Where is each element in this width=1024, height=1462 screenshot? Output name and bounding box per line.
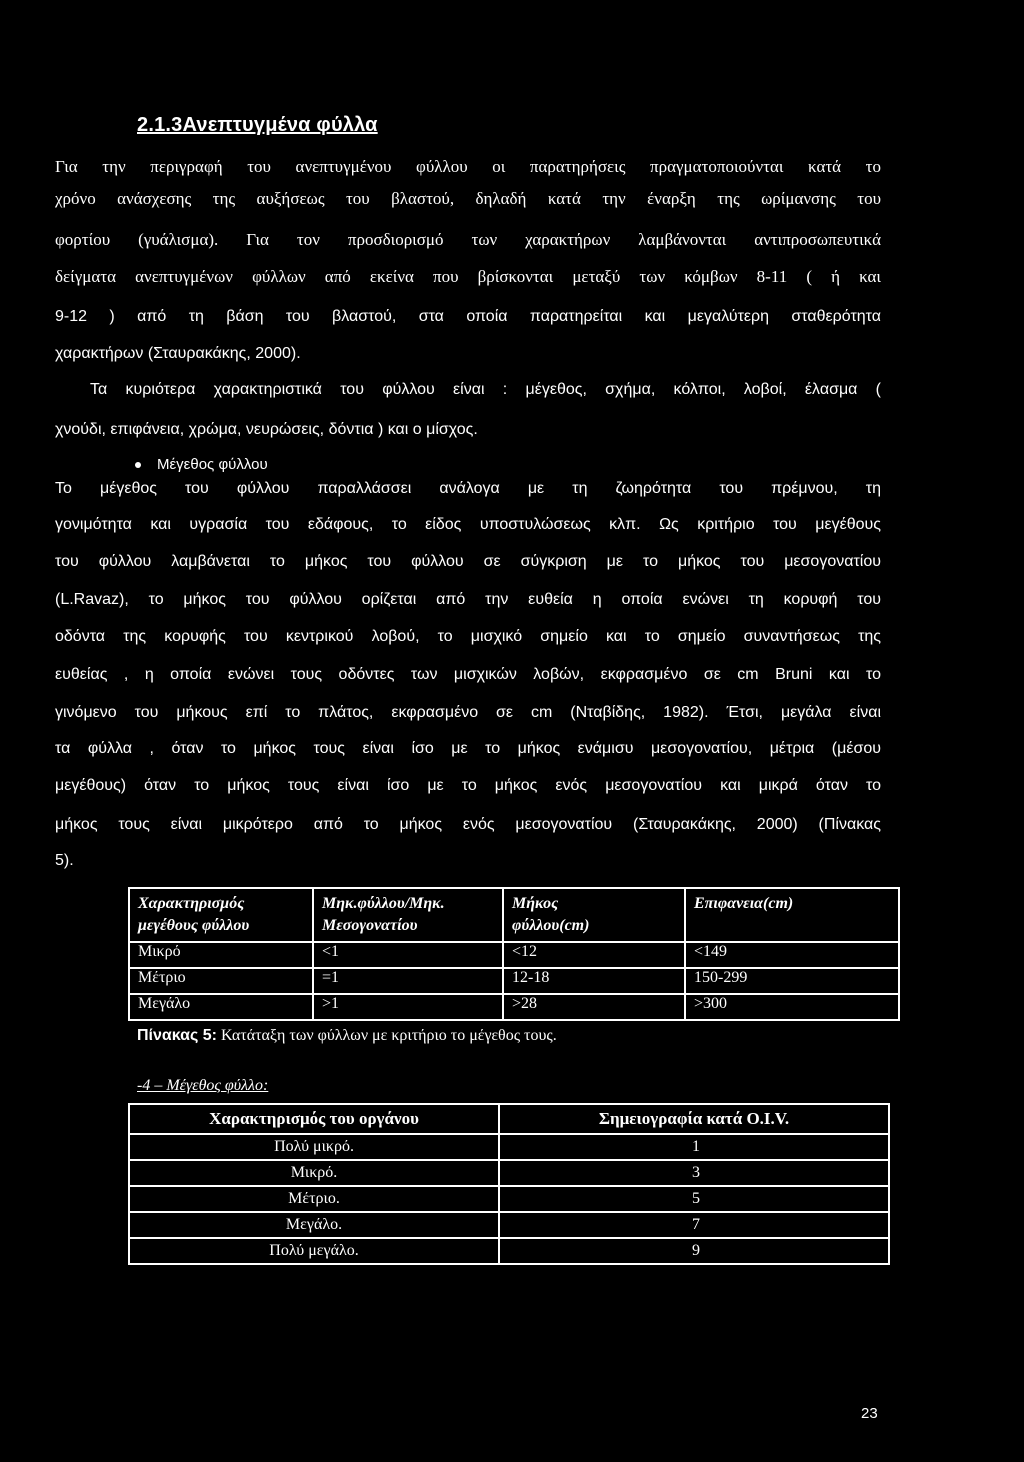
table-header-cell: Χαρακτηρισμός μεγέθους φύλλου [129,888,313,942]
paragraph-line: 9-12 ) από τη βάση του βλαστού, στα οποία παρατηρείται και μεγαλύτερη σταθερότητα [55,308,881,325]
table-cell: >1 [313,994,503,1020]
table-cell: <1 [313,942,503,968]
table-cell: =1 [313,968,503,994]
paragraph-line: Τα κυριότερα χαρακτηριστικά του φύλλου είναι : μέγεθος, σχήμα, κόλποι, λοβοί, έλασμα ( [90,381,881,398]
table-cell: <149 [685,942,899,968]
table-cell: 1 [499,1134,889,1160]
table-cell: 150-299 [685,968,899,994]
table-cell: >300 [685,994,899,1020]
table-row [129,1160,889,1186]
table-cell: Μέτριο. [129,1186,499,1212]
table-row [129,1134,889,1160]
table-cell: Μεγάλο [129,994,313,1020]
table-row [129,968,899,994]
paragraph-line: ευθείας , η οποία ενώνει τους οδόντες των μισχικών λοβών, εκφρασμένο σε cm Bruni και το [55,666,881,683]
table-header-row [129,1104,889,1134]
table-header-cell: Σημειογραφία κατά O.I.V. [499,1104,889,1134]
oiv-notation-table [128,1103,890,1265]
bullet-icon [135,462,141,468]
table-cell: 3 [499,1160,889,1186]
paragraph-line: τα φύλλα , όταν το μήκος τους είναι ίσο με το μήκος ενάμισυ μεσογονατίου, μέτρια (μέσου [55,740,881,757]
paragraph-line: οδόντα της κορυφής του κεντρικού λοβού, το μισχικό σημείο και το σημείο συναντήσεως της [55,628,881,645]
table-cell: <12 [503,942,685,968]
table-cell: Πολύ μεγάλο. [129,1238,499,1264]
paragraph-line: χαρακτήρων (Σταυρακάκης, 2000). [55,345,301,362]
table-row [129,1238,889,1264]
table-row [129,942,899,968]
table-header-cell: Χαρακτηρισμός του οργάνου [129,1104,499,1134]
caption-text: Κατάταξη των φύλλων με κριτήριο το μέγεθος τους. [216,1027,557,1044]
paragraph-line: χρόνο ανάσχεσης της αυξήσεως του βλαστού, δηλαδή κατά την έναρξη της ωρίμανσης του [55,189,881,208]
table-cell: Μέτριο [129,968,313,994]
paragraph-line: χνούδι, επιφάνεια, χρώμα, νευρώσεις, δόντια ) και ο μίσχος. [55,421,478,438]
table-cell: Μικρό. [129,1160,499,1186]
paragraph-line: γονιμότητα και υγρασία του εδάφους, το είδος υποστυλώσεως κλπ. Ως κριτήριο του μεγέθους [55,516,881,533]
table-cell: Πολύ μικρό. [129,1134,499,1160]
table-cell: >28 [503,994,685,1020]
paragraph-line: γινόμενο του μήκους επί το πλάτος, εκφρασμένο σε cm (Νταβίδης, 1982). Έτσι, μεγάλα είναι [55,704,882,721]
paragraph-line: 5). [55,852,74,869]
table-row [129,1212,889,1238]
table-cell: Μεγάλο. [129,1212,499,1238]
bullet-label: Μέγεθος φύλλου [157,456,268,473]
table-cell: Μικρό [129,942,313,968]
table-header-cell: Επιφανεια(cm) [685,888,899,942]
page-number: 23 [861,1405,878,1422]
table-cell: 5 [499,1186,889,1212]
leaf-size-table [128,887,900,1021]
table-header-row [129,888,899,942]
table-caption [137,1027,557,1045]
table-cell: 9 [499,1238,889,1264]
bullet-item [135,456,268,473]
paragraph-line: μεγέθους) όταν το μήκος τους είναι ίσο με το μήκος ενός μεσογονατίου και μικρά όταν το [55,777,881,794]
table-header-cell: Μηκ.φύλλου/Μηκ. Μεσογονατίου [313,888,503,942]
table-row [129,1186,889,1212]
table-cell: 7 [499,1212,889,1238]
table-cell: 12-18 [503,968,685,994]
section-heading: 2.1.3Ανεπτυγμένα φύλλα [137,114,378,136]
paragraph-line: δείγματα ανεπτυγμένων φύλλων από εκείνα που βρίσκονται μεταξύ των κόμβων 8-11 ( ή και [55,267,881,286]
paragraph-line: μήκος τους είναι μικρότερο από το μήκος ενός μεσογονατίου (Σταυρακάκης, 2000) (Πίνακας [55,816,881,833]
subheading: -4 – Μέγεθος φύλλο: [137,1077,269,1094]
caption-label: Πίνακας 5: [137,1027,217,1044]
paragraph-line: του φύλλου λαμβάνεται το μήκος του φύλλου σε σύγκριση με το μήκος του μεσογονατίου [55,553,881,570]
paragraph-line: φορτίου (γυάλισμα). Για τον προσδιορισμό των χαρακτήρων λαμβάνονται αντιπροσωπευτικά [55,230,881,249]
table-row [129,994,899,1020]
table-header-cell: Μήκος φύλλου(cm) [503,888,685,942]
paragraph-line: (L.Ravaz), το μήκος του φύλλου ορίζεται από την ευθεία η οποία ενώνει τη κορυφή του [55,591,881,608]
paragraph-line: Για την περιγραφή του ανεπτυγμένου φύλλου οι παρατηρήσεις πραγματοποιούνται κατά το [55,157,881,176]
paragraph-line: Το μέγεθος του φύλλου παραλλάσσει ανάλογα με τη ζωηρότητα του πρέμνου, τη [55,480,881,497]
